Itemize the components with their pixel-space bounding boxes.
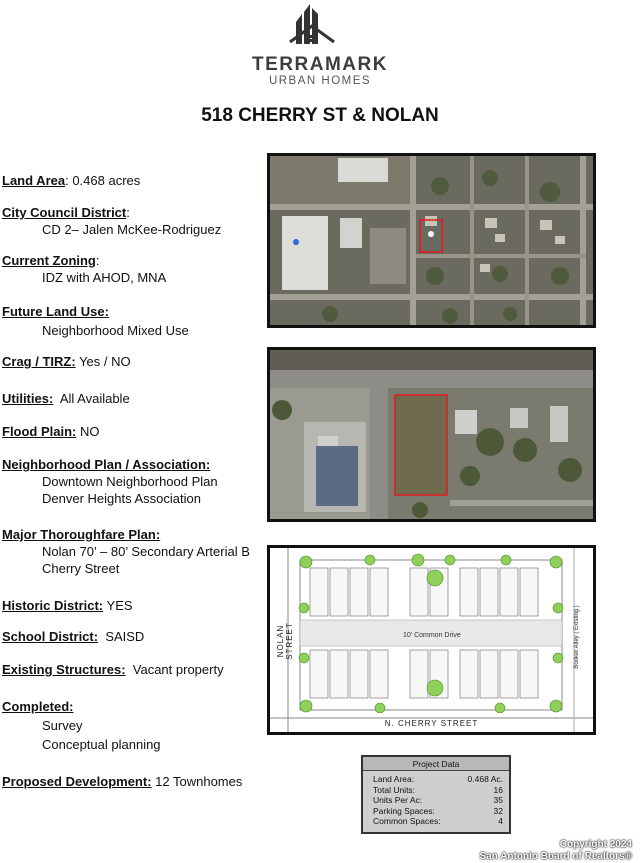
aerial-map-close	[267, 347, 596, 522]
nolan-street-label: NOLAN STREET	[276, 622, 294, 660]
table-row: Units Per Ac: 35	[373, 795, 503, 805]
copyright-watermark: Copyright 2024 San Antonio Board of Realtors®	[479, 839, 632, 862]
page-title: 518 CHERRY ST & NOLAN	[201, 105, 439, 126]
thoroughfare-plan: Major Thoroughfare Plan: Nolan 70’ – 80’ Secondary Arterial B Cherry Street	[2, 527, 250, 576]
table-row: Common Spaces: 4	[373, 816, 503, 826]
neighborhood-plan: Neighborhood Plan / Association: Downtown Neighborhood Plan Denver Heights Association	[2, 457, 218, 506]
aerial-map-wide	[267, 153, 596, 328]
current-zoning: Current Zoning: IDZ with AHOD, MNA	[2, 253, 167, 285]
common-drive-label: 10' Common Drive	[403, 632, 461, 639]
school-district: School District: SAISD	[2, 629, 145, 644]
building-logo-icon	[288, 2, 352, 48]
flood-plain: Flood Plain: NO	[2, 424, 100, 439]
cherry-street-label: N. CHERRY STREET	[384, 719, 479, 728]
alley-label: Booker Alley ( Existing )	[574, 605, 580, 669]
project-data-title: Project Data	[363, 757, 509, 771]
historic-district: Historic District: YES	[2, 598, 133, 613]
brand-subtitle: URBAN HOMES	[268, 75, 372, 87]
table-row: Total Units: 16	[373, 784, 503, 795]
existing-structures: Existing Structures: Vacant property	[2, 662, 224, 677]
site-plan	[267, 545, 596, 735]
table-row: Parking Spaces: 32	[373, 805, 503, 816]
project-data-table	[361, 755, 511, 834]
land-area: Land Area: 0.468 acres	[2, 173, 141, 188]
utilities: Utilities: All Available	[2, 391, 130, 406]
proposed-development: Proposed Development: 12 Townhomes	[2, 774, 243, 789]
council-district: City Council District: CD 2– Jalen McKee-Rodriguez	[2, 205, 222, 237]
table-row: Land Area: 0.468 Ac.	[373, 774, 503, 784]
completed: Completed: Survey Conceptual planning	[2, 699, 161, 752]
brand-name: TERRAMARK	[252, 54, 388, 75]
future-land-use: Future Land Use: Neighborhood Mixed Use	[2, 304, 189, 338]
crag-tirz: Crag / TIRZ: Yes / NO	[2, 354, 131, 369]
